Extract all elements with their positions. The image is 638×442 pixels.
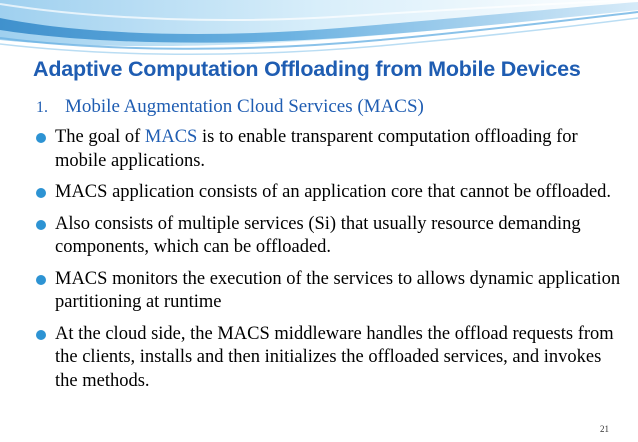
slide-title: Adaptive Computation Offloading from Mobile Devices xyxy=(33,57,581,81)
bullet-goal xyxy=(36,126,626,173)
bullet-text-after: is to enable transparent computation offloading for mobile applications. xyxy=(55,127,578,171)
numbered-item xyxy=(36,96,424,118)
bullet-text: Also consists of multiple services (Si) that usually resource demanding components, which can be offloaded. xyxy=(55,213,581,257)
bullet-dot-icon xyxy=(36,220,46,230)
bullet-dot-icon xyxy=(36,188,46,198)
bullet-list xyxy=(36,126,626,401)
numbered-item-number: 1. xyxy=(36,99,48,116)
bullet-dot-icon xyxy=(36,330,46,340)
bullet-dot-icon xyxy=(36,275,46,285)
bullet-text: At the cloud side, the MACS middleware handles the offload requests from the clients, installs and then initializes the offloaded services, and invokes the methods. xyxy=(55,323,614,391)
bullet-application-core xyxy=(36,181,626,205)
bullet-highlight-macs: MACS xyxy=(144,127,198,147)
bullet-text-before: The goal of xyxy=(55,127,145,147)
bullet-dot-icon xyxy=(36,133,46,143)
numbered-item-text: Mobile Augmentation Cloud Services (MACS) xyxy=(65,96,424,117)
page-number: 21 xyxy=(600,424,609,434)
bullet-cloud-side xyxy=(36,323,626,394)
bullet-text: MACS monitors the execution of the services to allows dynamic application partitioning at runtime xyxy=(55,268,621,312)
bullet-services xyxy=(36,213,626,260)
bullet-monitoring xyxy=(36,268,626,315)
bullet-text: MACS application consists of an application core that cannot be offloaded. xyxy=(55,182,612,202)
